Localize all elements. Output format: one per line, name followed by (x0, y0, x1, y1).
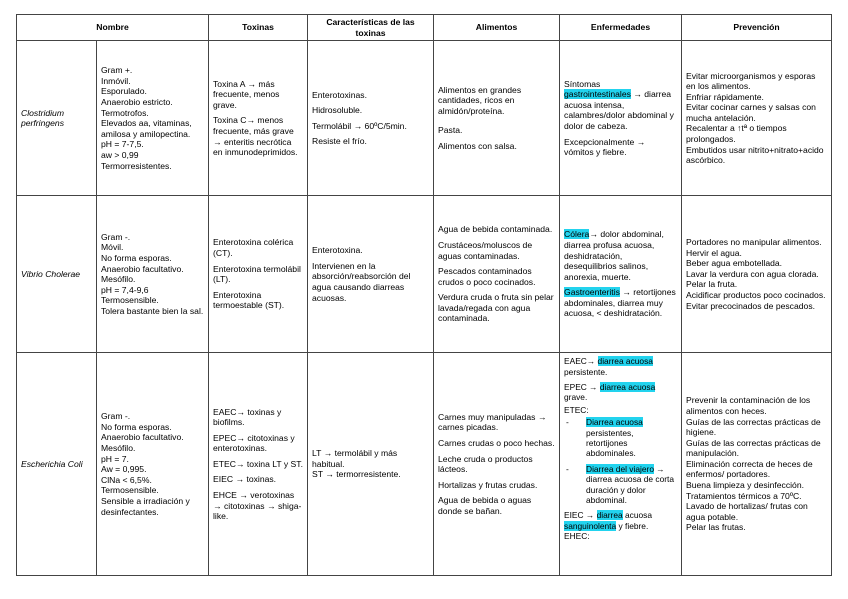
toxins-cell (209, 353, 308, 576)
toxin-feature: Hidrosoluble. (312, 105, 363, 116)
toxins-cell (209, 196, 308, 353)
characteristic: Inmóvil. (101, 75, 131, 86)
characteristics-cell (97, 353, 209, 576)
prevention-cell (682, 353, 832, 576)
toxin-item: Toxina C→ menos frecuente, más grave → enteritis necrótica en inmunodeprimidos. (213, 115, 298, 158)
characteristic: aw > 0,99 (101, 149, 139, 160)
food-item: Pescados contaminados crudos o poco cocinados. (438, 266, 536, 287)
toxin-item: EIEC → toxinas. (213, 474, 277, 485)
prevention-item: Portadores no manipular alimentos. (686, 237, 822, 248)
disease-code: EAEC→ (564, 356, 598, 367)
header-enfermedades: Enfermedades (560, 15, 682, 41)
highlighted-term: diarrea acuosa (599, 382, 656, 392)
disease-description: → retortijones abdominales, diarrea muy acuosa, < deshidratación. (564, 287, 676, 319)
food-item: Carnes crudas o poco hechas. (438, 438, 555, 448)
characteristic: Mesófilo. (101, 443, 136, 453)
prevention-item: Guías de las correctas prácticas de manipulación. (686, 437, 821, 459)
dash-marker: - (566, 417, 569, 428)
characteristic: Termorresistentes. (101, 160, 172, 171)
toxin-item: Enterotoxina termolábil (LT). (213, 263, 301, 285)
food-item: Carnes muy manipuladas → carnes picadas. (438, 411, 547, 433)
highlighted-term: Gastroenteritis (564, 287, 620, 298)
dash-item (564, 417, 677, 459)
characteristic: Gram -. (101, 411, 131, 422)
highlighted-term: gastrointestinales (564, 89, 631, 100)
food-item: Alimentos con salsa. (438, 141, 517, 152)
prevention-item: Lavar la verdura con agua clorada. (686, 268, 819, 279)
characteristic: ClNa < 6,5%. (101, 474, 152, 485)
characteristic: Aw = 0,995. (101, 464, 147, 475)
prevention-item: Eliminación correcta de heces de enfermos/ portadores. (686, 458, 813, 480)
characteristic: Tolera bastante bien la sal. (101, 305, 204, 316)
organism-name: Escherichia Coli (17, 353, 97, 576)
toxin-feature: Resiste el frío. (312, 136, 367, 147)
characteristic: Sensible a irradiación y desinfectantes. (101, 495, 190, 517)
toxin-item: EPEC→ citotoxinas y enterotoxinas. (213, 432, 295, 454)
disease-description: persistente. (564, 366, 608, 377)
characteristic: Termotrofos. (101, 107, 149, 118)
toxin-item: Toxina A → más frecuente, menos grave. (213, 78, 280, 110)
disease-text (564, 356, 677, 377)
highlighted-term: Cólera (564, 229, 590, 240)
toxin-item: ETEC→ toxina LT y ST. (213, 458, 303, 469)
food-item: Leche cruda o productos lácteos. (438, 453, 533, 475)
dash-marker: - (566, 463, 569, 474)
foods-cell (434, 196, 560, 353)
toxins-cell (209, 41, 308, 196)
prevention-item: Prevenir la contaminación de los alimentos con heces. (686, 395, 811, 416)
prevention-item: Enfriar rápidamente. (686, 91, 764, 102)
prevention-item: Beber agua embotellada. (686, 258, 783, 269)
header-nombre: Nombre (17, 15, 209, 41)
toxin-features-cell (308, 41, 434, 196)
disease-description: acuosa (622, 510, 653, 521)
prevention-item: Hervir el agua. (686, 247, 742, 258)
highlighted-term: Diarrea acuosa (586, 417, 643, 428)
prevention-item: Tratamientos térmicos a 70ºC. (686, 490, 802, 501)
header-caracteristicas: Características de las toxinas (308, 15, 434, 41)
foods-cell (434, 353, 560, 576)
highlighted-term: Diarrea del viajero (586, 463, 654, 474)
characteristic: Gram -. (101, 231, 131, 242)
table-row (17, 41, 832, 196)
disease-description: y fiebre. (616, 520, 649, 531)
prevention-item: Embutidos usar nitrito+nitrato+acido ascórbico. (686, 144, 824, 166)
prevention-item: Acidificar productos poco cocinados. (686, 290, 826, 301)
toxin-item: EHCE → verotoxinas → citotoxinas → shiga-like. (213, 490, 302, 522)
characteristic: Termosensible. (101, 485, 159, 496)
characteristic: Anaerobio facultativo. (101, 263, 184, 274)
characteristic: Móvil. (101, 242, 124, 253)
disease-text (564, 382, 677, 403)
prevention-item: Guías de las correctas prácticas de higiene. (686, 416, 821, 438)
food-item: Pasta. (438, 125, 463, 136)
organism-name: Vibrio Cholerae (17, 196, 97, 353)
characteristic: No forma esporas. (101, 421, 172, 432)
characteristics-cell (97, 196, 209, 353)
prevention-item: Recalentar a ↑tª o tiempos prolongados. (686, 123, 787, 145)
table-row (17, 353, 832, 576)
disease-description: → diarrea acuosa de corta duración y dolor abdominal. (586, 463, 675, 506)
toxin-features-cell (308, 353, 434, 576)
foods-cell (434, 41, 560, 196)
prevention-cell (682, 196, 832, 353)
disease-code: EPEC → (564, 382, 600, 392)
organism-name: Clostridium perfringens (17, 41, 97, 196)
disease-code: ETEC: (564, 404, 589, 415)
highlighted-term: diarrea acuosa (597, 356, 653, 367)
disease-intro: Síntomas (564, 78, 601, 89)
toxin-feature: ST → termorresistente. (312, 469, 401, 480)
characteristic: Anaerobio estricto. (101, 97, 173, 107)
disease-description: grave. (564, 392, 588, 403)
toxin-item: EAEC→ toxinas y biofilms. (213, 406, 282, 428)
header-prevencion: Prevención (682, 15, 832, 41)
characteristic: pH = 7,4-9,6 (101, 284, 149, 295)
characteristic: Mesófilo. (101, 274, 136, 285)
disease-text (564, 229, 677, 282)
food-item: Verdura cruda o fruta sin pelar lavada/regada con agua contaminada. (438, 292, 554, 324)
disease-description: → dolor abdominal, diarrea profusa acuosa, deshidratación, desequilibrios salinos, anorexia, muerte. (564, 229, 664, 282)
bacteria-table (16, 14, 832, 576)
prevention-cell (682, 41, 832, 196)
prevention-item: Evitar cocinar carnes y salsas con mucha antelación. (686, 102, 816, 123)
prevention-item: Buena limpieza y desinfección. (686, 480, 805, 491)
prevention-item: Pelar las frutas. (686, 522, 746, 533)
food-item: Crustáceos/moluscos de aguas contaminadas. (438, 239, 533, 261)
characteristic: Gram +. (101, 65, 133, 76)
disease-text (564, 510, 677, 541)
characteristic: Esporulado. (101, 86, 147, 97)
highlighted-term: diarrea (596, 510, 623, 521)
toxin-feature: Termolábil → 60ºC/5min. (312, 120, 407, 131)
table-row (17, 196, 832, 353)
characteristics-cell (97, 41, 209, 196)
characteristic: Anaerobio facultativo. (101, 432, 184, 443)
disease-code: EHEC: (564, 531, 590, 542)
characteristic: pH = 7. (101, 453, 129, 464)
disease-description: persistentes, retortijones abdominales. (586, 427, 636, 459)
header-toxinas: Toxinas (209, 15, 308, 41)
toxin-feature: Enterotoxinas. (312, 89, 367, 100)
food-item: Alimentos en grandes cantidades, ricos en almidón/proteína. (438, 84, 522, 116)
prevention-item: Lavado de hortalizas/ frutas con agua potable. (686, 501, 808, 522)
highlighted-term: sanguinolenta (564, 520, 617, 531)
disease-description: → diarrea acuosa intensa, calambres/dolor abdominal y dolor de cabeza. (564, 89, 674, 131)
characteristic: pH = 7-7,5. (101, 139, 144, 150)
food-item: Hortalizas y frutas crudas. (438, 479, 538, 490)
disease-text (564, 79, 677, 132)
toxin-features-cell (308, 196, 434, 353)
food-item: Agua de bebida o aguas donde se bañan. (438, 495, 532, 516)
diseases-cell (560, 196, 682, 353)
toxin-feature: Intervienen en la absorción/reabsorción del agua causando diarreas acuosas. (312, 260, 411, 303)
disease-extra: Excepcionalmente → vómitos y fiebre. (564, 136, 646, 158)
dash-item (564, 464, 677, 506)
toxin-feature: Enterotoxina. (312, 245, 363, 256)
prevention-item: Evitar microorganismos y esporas en los alimentos. (686, 70, 816, 92)
toxin-item: Enterotoxina colérica (CT). (213, 237, 294, 258)
disease-text (564, 287, 677, 319)
header-alimentos: Alimentos (434, 15, 560, 41)
diseases-cell (560, 41, 682, 196)
toxin-feature: LT → termolábil y más habitual. (312, 448, 398, 469)
disease-code: EIEC → (564, 510, 597, 521)
characteristic: No forma esporas. (101, 253, 172, 263)
header-row (17, 15, 832, 41)
prevention-item: Evitar precocinados de pescados. (686, 300, 815, 311)
characteristic: Termosensible. (101, 295, 159, 306)
diseases-cell (560, 353, 682, 576)
prevention-item: Pelar la fruta. (686, 279, 738, 290)
characteristic: Elevados aa, vitaminas, amilosa y amilopectina. (101, 118, 192, 139)
food-item: Agua de bebida contaminada. (438, 224, 553, 235)
toxin-item: Enterotoxina termoestable (ST). (213, 289, 285, 311)
disease-text (564, 405, 677, 506)
